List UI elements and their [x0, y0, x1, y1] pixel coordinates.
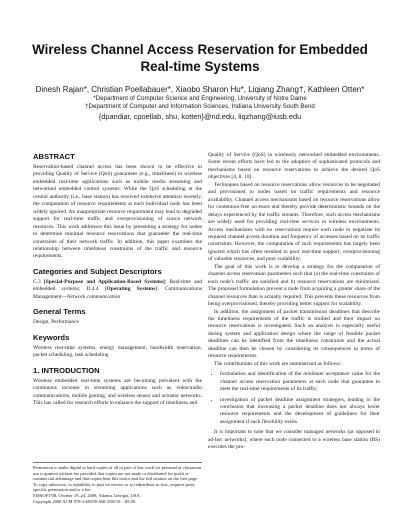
permission-notice: Permission to make digital or hard copies of all or part of this work for personal or classroom use is granted without fee provided that copies are not made or distributed for profit or commercial advantage and that copies bear this notice and the full citation on the first page. To copy otherwise, to republish, to post on servers or to redistribute to lists, requires prior specific permission and/or a fee. — [33, 465, 202, 493]
author-block — [20, 85, 380, 122]
affiliation-1: *Department of Computer Science and Engineering, University of Notre Dame — [93, 95, 307, 102]
category-title: [Special-Purpose and Application-Based Systems] — [43, 278, 165, 285]
introduction-paragraph: Wireless embedded real-time systems are becoming prevalent with the continuous increase in streaming applications such as video/audio communications, mobile gaming, and wireless sensor and actuator networks. This has called for research efforts to enhance the support of timeliness and — [33, 377, 202, 406]
body-paragraph: Techniques based on resource reservations allow resources to be negotiated and provisioned to nodes based on traffic requirements and resource availability. Channel access mechanisms based on resource reservations allow for contention-free accesses and thereby provide deterministic bounds on the delays experienced by the traffic streams. Therefore, such access mechanisms are widely used for providing real-time services in wireless environments. Access mechanisms with no reservations require each node to negotiate its required channel access duration and frequency of accesses based on its traffic constraints. However, the computation of such requirements has largely been ignored which has often resulted in poor real-time support, overprovisioning of valuable resources, and poor scalability. — [208, 181, 380, 263]
categories-heading: Categories and Subject Descriptors — [33, 266, 162, 276]
right-column — [208, 152, 380, 452]
left-column — [33, 152, 202, 502]
copyright-footnote — [33, 462, 202, 504]
category-os: Operating Systems — [106, 286, 156, 293]
keywords-text: Wireless real-time systems, energy management, bandwidth reservation, packet scheduling, task scheduling — [33, 344, 202, 359]
list-item: • investigation of packet deadline assignment strategies, leading to the conclusion that increasing a packet deadline does not always lower resource requirements and the development of guidelines for their assignment if such flexibility exists. — [220, 397, 380, 427]
category-network: Network communication — [66, 293, 121, 300]
terms-text: Design, Performance — [33, 319, 79, 326]
body-paragraph: It is important to note that we consider managed networks (as opposed to ad-hoc networks), where each node connected to a wireless base station (BS) executes the pro- — [208, 429, 380, 451]
terms-heading: General Terms — [33, 307, 86, 317]
author-emails: {dpandiar, cpoellab, shu, kotten}@nd.edu, liqzhang@iusb.edu — [98, 112, 302, 121]
abstract-heading: ABSTRACT — [33, 152, 75, 161]
abstract-text: Reservation-based channel access has been shown to be effective in providing Quality of Service (QoS) guarantees (e.g., timeliness) in wireless embedded real-time applications such as mobile media streaming and networked embedded control systems. While the QoS scheduling at the central authority (i.e., base station) has received extensive attention recently, the computation of resource requirements at each individual node has been widely ignored. An inappropriate resource requirement may lead to degraded support for real-time traffic and overprovisioning of scarce network resources. This work addresses this issue by presenting a strategy for nodes to determine minimal resource reservations that guarantee the real-time constraints of their network traffic. In addition, this paper examines the relationship between timeliness constraints of the traffic and resource requirements. — [33, 164, 202, 260]
copyright-line: Copyright 2008 ACM 978-1-60558-468-3/08/10 ...$5.00. — [33, 498, 137, 504]
list-item: • formulation and identification of the minimum acceptance value for the channel access reservation parameters at each node that guarantee to meet the real-time requirements of its traffic; — [220, 371, 380, 393]
venue-line: EMSOFT'08, October 19–24, 2008, Atlanta, Georgia, USA. — [33, 492, 141, 498]
category-comm: ]: Communications Management— — [33, 286, 202, 300]
paper-title: Wireless Channel Access Reservation for Embedded Real-time Systems — [32, 42, 368, 74]
body-paragraph: Quality of Service (QoS) in wirelessly networked embedded environments. Some recent efforts have led to the adoption of sophisticated protocols and mechanisms based on resource reservations to achieve the desired QoS objectives [4, 8, 10]. — [208, 152, 380, 181]
body-paragraph: The goal of this work is to develop a strategy for the computation of channel access reservation parameters such that (a) the real-time constraints of each node's traffic are satisfied and b) resource reservations are minimized. The proposed formulation prevent a node from acquiring a greater share of the channel resources than is actually required. This prevents these resources from being overprovisioned, thereby providing better support for scalability. — [208, 263, 380, 308]
body-paragraph: In addition, the assignment of packet transmission deadlines that describe the timeliness requirements of the traffic is studied and their impact on resource reservations is investigated. Such an analysis is especially useful during system and application design where the range of feasible packet deadlines can be identified from the timeliness constraints and the actual deadline can then be chosen by considering its consequences in terms of resource requirements. — [208, 308, 380, 360]
body-paragraph: The contributions of this work are summarized as follows: — [214, 360, 342, 367]
contribution-list — [208, 371, 380, 426]
keywords-heading: Keywords — [33, 332, 70, 342]
category-detail: : Real-time and embedded systems; D.4.4 [ — [33, 278, 202, 293]
categories-text — [33, 279, 202, 301]
author-names: Dinesh Rajan*, Christian Poellabauer*, Xiaobo Sharon Hu*, Liqiang Zhang†, Kathleen Otten* — [35, 85, 365, 94]
category-code: C.3 — [33, 278, 41, 285]
introduction-heading: 1. INTRODUCTION — [33, 365, 100, 375]
affiliation-2: †Department of Computer and Information Sciences, Indiana University South Bend — [85, 103, 315, 110]
